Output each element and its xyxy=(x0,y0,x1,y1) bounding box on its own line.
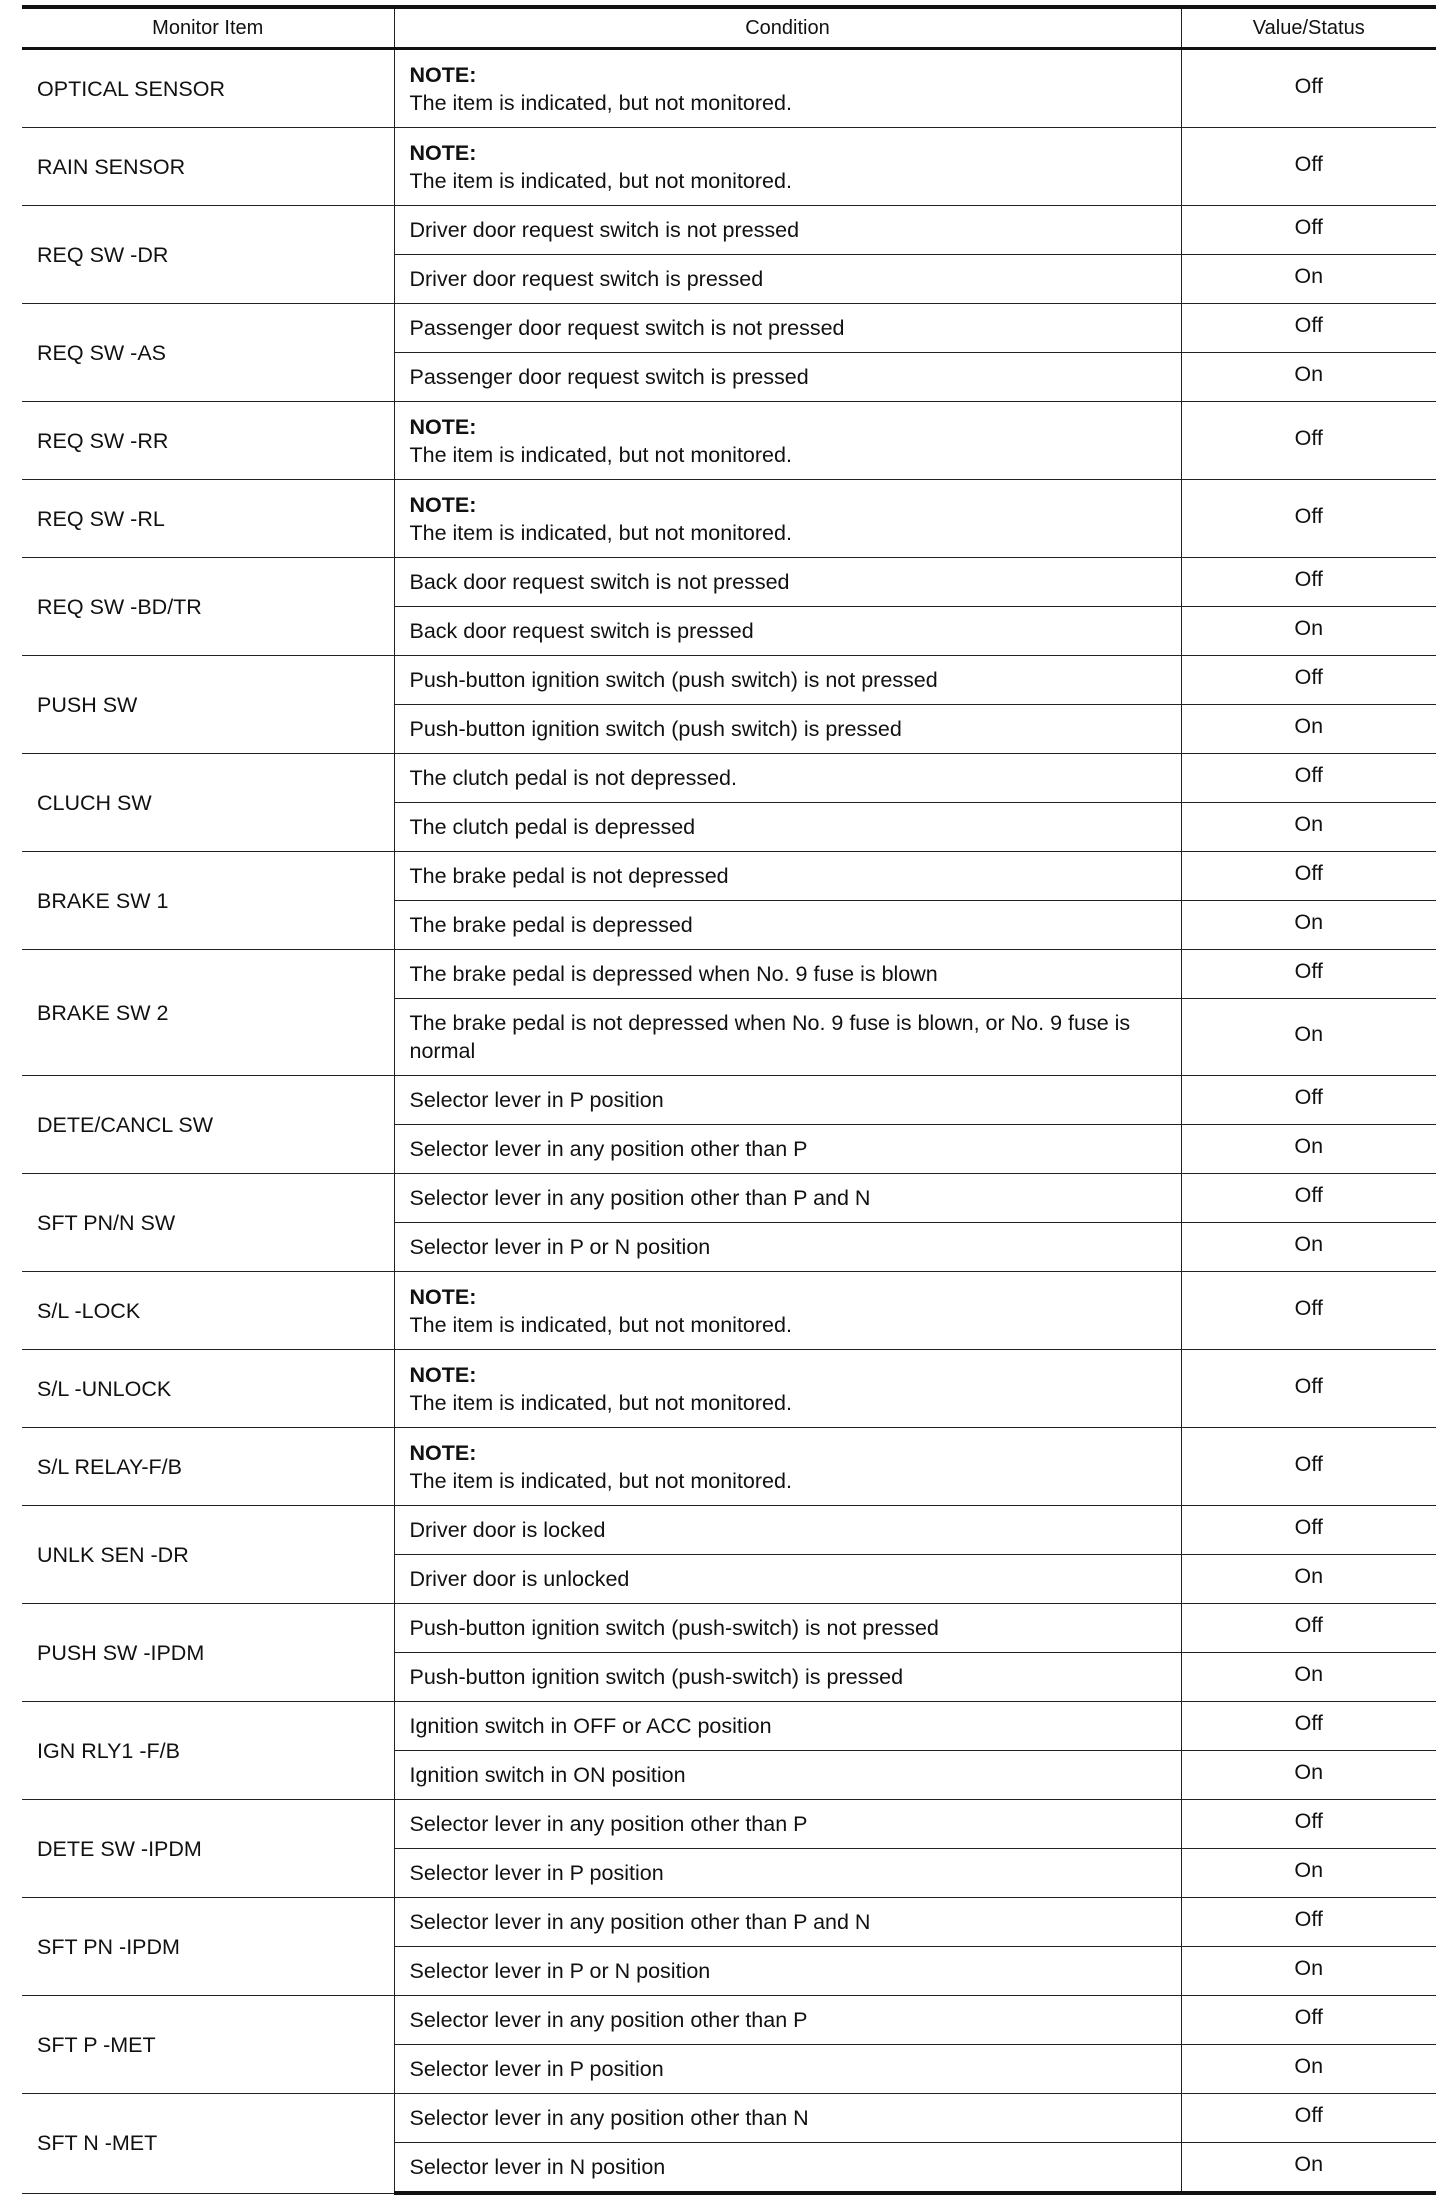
note-text: The item is indicated, but not monitored. xyxy=(409,442,792,467)
note-text: The item is indicated, but not monitored. xyxy=(409,1312,792,1337)
header-value-status: Value/Status xyxy=(1181,7,1436,49)
note-label: NOTE: xyxy=(409,1284,477,1309)
condition-cell: The brake pedal is depressed when No. 9 fuse is blown xyxy=(394,950,1181,999)
monitor-item-cell: OPTICAL SENSOR xyxy=(22,49,394,128)
monitor-item-cell: BRAKE SW 2 xyxy=(22,950,394,1076)
value-status-cell: On xyxy=(1181,705,1436,754)
monitor-item-cell: PUSH SW -IPDM xyxy=(22,1604,394,1702)
value-status-cell: On xyxy=(1181,999,1436,1076)
condition-cell: Push-button ignition switch (push switch) is pressed xyxy=(394,705,1181,754)
header-condition: Condition xyxy=(394,7,1181,49)
condition-cell xyxy=(394,1350,1181,1428)
value-status-cell: On xyxy=(1181,803,1436,852)
value-status-cell: Off xyxy=(1181,128,1436,206)
table-row xyxy=(22,304,1436,353)
monitor-item-cell: BRAKE SW 1 xyxy=(22,852,394,950)
condition-cell: Selector lever in P or N position xyxy=(394,1947,1181,1996)
condition-cell: The clutch pedal is depressed xyxy=(394,803,1181,852)
value-status-cell: Off xyxy=(1181,49,1436,128)
note-text: The item is indicated, but not monitored. xyxy=(409,90,792,115)
condition-cell: Selector lever in any position other than P xyxy=(394,1125,1181,1174)
monitor-item-cell: REQ SW -BD/TR xyxy=(22,558,394,656)
table-row xyxy=(22,656,1436,705)
value-status-cell: On xyxy=(1181,255,1436,304)
value-status-cell: Off xyxy=(1181,950,1436,999)
condition-cell: Push-button ignition switch (push switch) is not pressed xyxy=(394,656,1181,705)
monitor-item-cell: S/L RELAY-F/B xyxy=(22,1428,394,1506)
value-status-cell: On xyxy=(1181,1653,1436,1702)
monitor-item-cell: DETE/CANCL SW xyxy=(22,1076,394,1174)
value-status-cell: Off xyxy=(1181,1506,1436,1555)
value-status-cell: Off xyxy=(1181,1076,1436,1125)
value-status-cell: Off xyxy=(1181,1174,1436,1223)
monitor-item-cell: SFT PN/N SW xyxy=(22,1174,394,1272)
note-text: The item is indicated, but not monitored. xyxy=(409,168,792,193)
condition-cell: Selector lever in P position xyxy=(394,2045,1181,2094)
value-status-cell: Off xyxy=(1181,754,1436,803)
table-row xyxy=(22,1898,1436,1947)
table-row xyxy=(22,1076,1436,1125)
note-text: The item is indicated, but not monitored. xyxy=(409,1390,792,1415)
table-row xyxy=(22,480,1436,558)
note-label: NOTE: xyxy=(409,414,477,439)
value-status-cell: Off xyxy=(1181,1800,1436,1849)
monitor-table xyxy=(22,5,1436,2195)
table-row xyxy=(22,1428,1436,1506)
monitor-item-cell: REQ SW -DR xyxy=(22,206,394,304)
value-status-cell: On xyxy=(1181,607,1436,656)
table-row xyxy=(22,1702,1436,1751)
condition-cell: Selector lever in any position other than P and N xyxy=(394,1898,1181,1947)
condition-cell: Back door request switch is not pressed xyxy=(394,558,1181,607)
value-status-cell: Off xyxy=(1181,206,1436,255)
condition-cell: Driver door is locked xyxy=(394,1506,1181,1555)
table-row xyxy=(22,1174,1436,1223)
note-label: NOTE: xyxy=(409,62,477,87)
condition-cell xyxy=(394,128,1181,206)
monitor-item-cell: SFT PN -IPDM xyxy=(22,1898,394,1996)
condition-cell: The brake pedal is not depressed xyxy=(394,852,1181,901)
condition-cell xyxy=(394,480,1181,558)
condition-cell: Driver door is unlocked xyxy=(394,1555,1181,1604)
monitor-item-cell: DETE SW -IPDM xyxy=(22,1800,394,1898)
table-row xyxy=(22,402,1436,480)
table-row xyxy=(22,1506,1436,1555)
monitor-table-container xyxy=(22,5,1436,2195)
condition-cell: Selector lever in any position other than P and N xyxy=(394,1174,1181,1223)
condition-cell xyxy=(394,1428,1181,1506)
table-row xyxy=(22,950,1436,999)
condition-cell: Selector lever in P position xyxy=(394,1849,1181,1898)
table-body xyxy=(22,49,1436,2194)
condition-cell xyxy=(394,49,1181,128)
condition-cell: Back door request switch is pressed xyxy=(394,607,1181,656)
table-row xyxy=(22,1604,1436,1653)
value-status-cell: Off xyxy=(1181,1702,1436,1751)
note-text: The item is indicated, but not monitored. xyxy=(409,1468,792,1493)
value-status-cell: Off xyxy=(1181,2094,1436,2143)
table-row xyxy=(22,1996,1436,2045)
monitor-item-cell: REQ SW -RL xyxy=(22,480,394,558)
monitor-item-cell: RAIN SENSOR xyxy=(22,128,394,206)
condition-cell: The brake pedal is not depressed when No. 9 fuse is blown, or No. 9 fuse is normal xyxy=(394,999,1181,1076)
value-status-cell: On xyxy=(1181,1947,1436,1996)
value-status-cell: On xyxy=(1181,1125,1436,1174)
note-text: The item is indicated, but not monitored. xyxy=(409,520,792,545)
monitor-item-cell: S/L -LOCK xyxy=(22,1272,394,1350)
value-status-cell: On xyxy=(1181,353,1436,402)
value-status-cell: Off xyxy=(1181,1996,1436,2045)
note-label: NOTE: xyxy=(409,1362,477,1387)
value-status-cell: Off xyxy=(1181,1272,1436,1350)
value-status-cell: Off xyxy=(1181,1350,1436,1428)
note-label: NOTE: xyxy=(409,1440,477,1465)
value-status-cell: On xyxy=(1181,1555,1436,1604)
table-row xyxy=(22,558,1436,607)
note-label: NOTE: xyxy=(409,492,477,517)
note-label: NOTE: xyxy=(409,140,477,165)
condition-cell: Passenger door request switch is not pressed xyxy=(394,304,1181,353)
value-status-cell: On xyxy=(1181,2143,1436,2194)
monitor-item-cell: REQ SW -AS xyxy=(22,304,394,402)
value-status-cell: On xyxy=(1181,1849,1436,1898)
table-row xyxy=(22,1350,1436,1428)
condition-cell: Selector lever in P or N position xyxy=(394,1223,1181,1272)
condition-cell: Passenger door request switch is pressed xyxy=(394,353,1181,402)
table-row xyxy=(22,754,1436,803)
value-status-cell: Off xyxy=(1181,480,1436,558)
condition-cell: Push-button ignition switch (push-switch) is pressed xyxy=(394,1653,1181,1702)
condition-cell xyxy=(394,402,1181,480)
value-status-cell: Off xyxy=(1181,1604,1436,1653)
header-row xyxy=(22,7,1436,49)
value-status-cell: Off xyxy=(1181,558,1436,607)
table-row xyxy=(22,49,1436,128)
value-status-cell: Off xyxy=(1181,1428,1436,1506)
table-row xyxy=(22,206,1436,255)
table-row xyxy=(22,1800,1436,1849)
condition-cell: Selector lever in P position xyxy=(394,1076,1181,1125)
condition-cell: Ignition switch in ON position xyxy=(394,1751,1181,1800)
value-status-cell: Off xyxy=(1181,402,1436,480)
condition-cell: Selector lever in any position other than P xyxy=(394,1996,1181,2045)
condition-cell: Selector lever in any position other than N xyxy=(394,2094,1181,2143)
value-status-cell: Off xyxy=(1181,656,1436,705)
table-row xyxy=(22,852,1436,901)
monitor-item-cell: IGN RLY1 -F/B xyxy=(22,1702,394,1800)
monitor-item-cell: S/L -UNLOCK xyxy=(22,1350,394,1428)
condition-cell: The clutch pedal is not depressed. xyxy=(394,754,1181,803)
table-row xyxy=(22,1272,1436,1350)
condition-cell: The brake pedal is depressed xyxy=(394,901,1181,950)
value-status-cell: Off xyxy=(1181,304,1436,353)
monitor-item-cell: CLUCH SW xyxy=(22,754,394,852)
header-monitor-item: Monitor Item xyxy=(22,7,394,49)
condition-cell: Ignition switch in OFF or ACC position xyxy=(394,1702,1181,1751)
value-status-cell: Off xyxy=(1181,852,1436,901)
monitor-item-cell: SFT P -MET xyxy=(22,1996,394,2094)
table-row xyxy=(22,128,1436,206)
condition-cell xyxy=(394,1272,1181,1350)
value-status-cell: On xyxy=(1181,1751,1436,1800)
value-status-cell: On xyxy=(1181,2045,1436,2094)
condition-cell: Push-button ignition switch (push-switch) is not pressed xyxy=(394,1604,1181,1653)
monitor-item-cell: PUSH SW xyxy=(22,656,394,754)
monitor-item-cell: REQ SW -RR xyxy=(22,402,394,480)
condition-cell: Selector lever in any position other than P xyxy=(394,1800,1181,1849)
condition-cell: Selector lever in N position xyxy=(394,2143,1181,2194)
monitor-item-cell: UNLK SEN -DR xyxy=(22,1506,394,1604)
table-row xyxy=(22,2094,1436,2143)
value-status-cell: On xyxy=(1181,901,1436,950)
value-status-cell: On xyxy=(1181,1223,1436,1272)
condition-cell: Driver door request switch is pressed xyxy=(394,255,1181,304)
condition-cell: Driver door request switch is not pressed xyxy=(394,206,1181,255)
value-status-cell: Off xyxy=(1181,1898,1436,1947)
monitor-item-cell: SFT N -MET xyxy=(22,2094,394,2194)
